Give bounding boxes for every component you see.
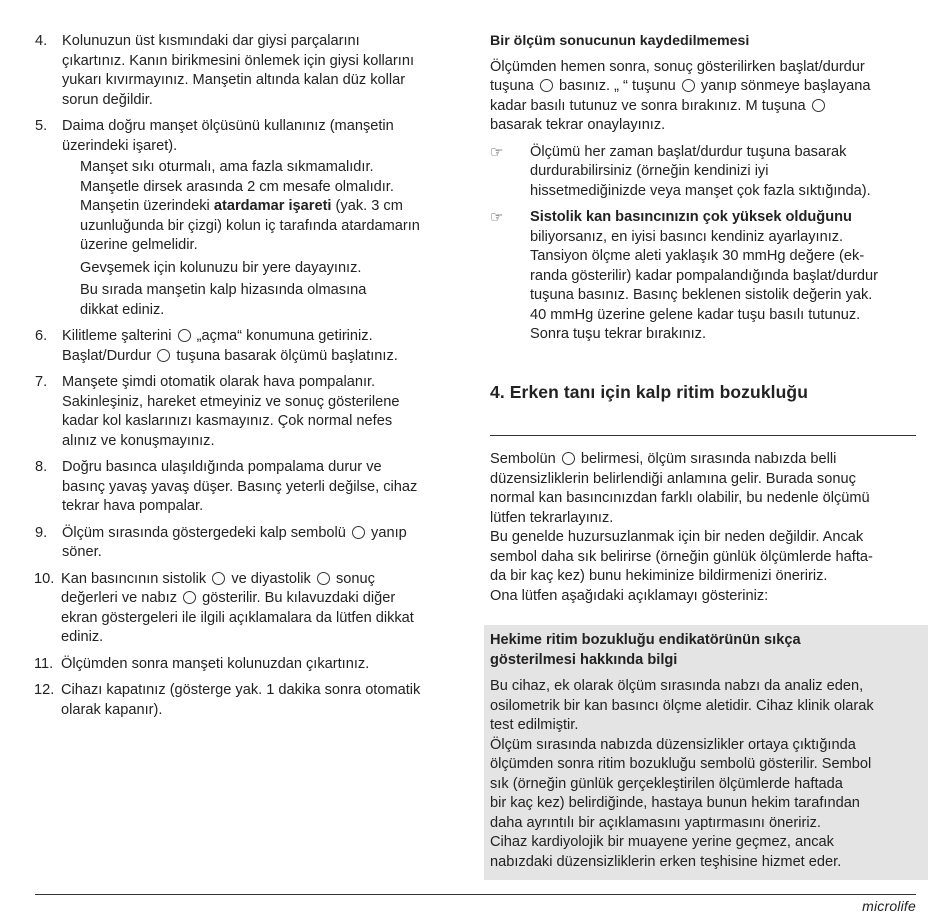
text-line: Manşetin üzerindeki atardamar işareti (yak. 3 cm <box>80 198 403 214</box>
text-line: kadar kol kaslarınızı kasmayınız. Çok normal nefes <box>62 413 393 429</box>
text-line: uzunluğunda bir çizgi) kolun iç tarafında atardamarın <box>80 217 420 234</box>
text-line: üzerine gelmelidir. <box>80 237 198 253</box>
text-line: üzerindeki işaret). <box>62 137 178 154</box>
text-line: Manşet sıkı oturmalı, ama fazla sıkmamalıdır. <box>80 159 374 175</box>
list-item-9 <box>35 524 467 563</box>
item-number: 12. <box>34 682 55 698</box>
text-line: Bu cihaz, ek olarak ölçüm sırasında nabzı da analiz eden, <box>490 678 864 694</box>
text-line: tuşuna basınız. „ “ tuşunu yanıp sönmeye başlayana <box>490 78 871 94</box>
text-line: randa gösterilir) kadar pompalandığında başlat/durdur <box>530 267 879 284</box>
text-line: söner. <box>62 544 102 560</box>
text-line: Sakinleşiniz, hareket etmeyiniz ve sonuç gösterilene <box>62 393 400 410</box>
text-line: Gevşemek için kolunuzu bir yere dayayınız. <box>80 259 362 276</box>
text-line: Daima doğru manşet ölçüsünü kullanınız (manşetin <box>62 118 394 134</box>
pointing-hand-icon: ☞ <box>490 143 504 161</box>
section-divider <box>490 435 916 436</box>
text-line: tekrar hava pompalar. <box>62 498 204 514</box>
list-item-7 <box>35 373 467 451</box>
text-line: Kilitleme şalterini „açma“ konumuna getiriniz. <box>62 328 373 344</box>
item-number: 5. <box>35 118 48 134</box>
note <box>490 143 916 202</box>
circle-symbol-icon <box>178 329 191 342</box>
text-line: Ölçüm sırasında göstergedeki kalp sembolü yanıp <box>62 524 407 541</box>
text-line: Sonra tuşu tekrar bırakınız. <box>530 326 707 342</box>
note <box>490 208 916 345</box>
item-text <box>62 327 467 366</box>
circle-symbol-icon <box>682 79 695 92</box>
text-line: durdurabilirsiniz (örneğin kendinizi iyi <box>530 163 769 179</box>
item-number: 11. <box>34 655 54 672</box>
text-line: sorun değildir. <box>62 91 153 108</box>
item-number: 7. <box>35 374 48 390</box>
item-text <box>62 458 467 517</box>
text-line: da bir kaç kez) bunu hekiminize bildirmenizi öneririz. <box>490 568 828 584</box>
circle-symbol-icon <box>317 572 330 585</box>
text-line: Tansiyon ölçme aleti yaklaşık 30 mmHg değere (ek- <box>530 248 865 264</box>
list-item-4 <box>35 32 467 110</box>
item-text <box>62 373 467 451</box>
item-number: 4. <box>35 33 48 49</box>
text-line: Kan basıncının sistolik ve diyastolik sonuç <box>61 570 375 587</box>
text-line: ölçümden sonra ritim bozukluğu sembolü gösterilir. Sembol <box>490 756 872 772</box>
text-line: basınç yavaş yavaş düşer. Basınç yeterli değilse, cihaz <box>62 478 418 495</box>
text-line: Sembolün belirmesi, ölçüm sırasında nabızda belli <box>490 451 837 467</box>
text-line: lütfen tekrarlayınız. <box>490 509 614 526</box>
text-line: Manşete şimdi otomatik olarak hava pompalanır. <box>62 374 376 390</box>
text-line: normal kan basıncınızdan farklı olabilir, bu nedenle ölçümü <box>490 490 870 506</box>
circle-symbol-icon <box>812 99 825 112</box>
paragraph <box>490 450 916 606</box>
text-line: nabızdaki düzensizliklerin erken teşhisine hizmet eder. <box>490 853 842 870</box>
item-text <box>62 524 467 563</box>
list-item-5 <box>35 117 467 156</box>
item-number: 6. <box>35 328 48 344</box>
list-item-10 <box>35 570 467 648</box>
text-line: Doğru basınca ulaşıldığında pompalama durur ve <box>62 459 382 475</box>
footer-divider <box>35 894 916 895</box>
text-line: ekran göstergeleri ile ilgili açıklamalara da lütfen dikkat <box>61 609 414 626</box>
text-line: bir kaç kez) belirdiğinde, hastaya bunun hekim tarafından <box>490 795 860 811</box>
item-text <box>61 655 467 675</box>
text-line: 40 mmHg üzerine gelene kadar tuşu basılı tutunuz. <box>530 306 861 323</box>
text-line: osilometrik bir kan basıncı ölçme aletidir. Cihaz klinik olarak <box>490 697 874 714</box>
item-text <box>61 681 467 720</box>
box-title: Hekime ritim bozukluğu endikatörünün sıkça gösterilmesi hakkında bilgi <box>490 632 801 668</box>
cuff-instructions <box>35 158 467 320</box>
text-line: Bu genelde huzursuzlanmak için bir neden değildir. Ancak <box>490 529 864 545</box>
text-line: test edilmiştir. <box>490 717 579 733</box>
text-line: Kolunuzun üst kısmındaki dar giysi parçalarını <box>62 33 360 49</box>
item-text <box>61 570 467 648</box>
text-line: düzensizliklerin belirlendiği anlamına gelir. Burada sonuç <box>490 470 856 487</box>
section-heading: Bir ölçüm sonucunun kaydedilmemesi <box>490 33 750 49</box>
paragraph <box>490 58 916 136</box>
text-line: olarak kapanır). <box>61 701 163 718</box>
item-number: 8. <box>35 459 48 475</box>
circle-symbol-icon <box>212 572 225 585</box>
text-line: Ölçümden sonra manşeti kolunuzdan çıkartınız. <box>61 655 370 672</box>
item-text <box>62 32 467 110</box>
text-line: çıkartınız. Kanın birikmesini önlemek için giysi kollarını <box>62 52 415 69</box>
list-item-6 <box>35 327 467 366</box>
text-line: Bu sırada manşetin kalp hizasında olmasına <box>80 282 367 298</box>
text-line: Cihaz kardiyolojik bir muayene yerine geçmez, ancak <box>490 834 834 850</box>
text-line: değerleri ve nabız gösterilir. Bu kılavuzdaki diğer <box>61 590 396 606</box>
text-line: Ölçümü her zaman başlat/durdur tuşuna basarak <box>530 143 847 160</box>
text-line: tuşuna basınız. Basınç beklenen sistolik değerin yak. <box>530 287 873 303</box>
text-line: Ölçüm sırasında nabızda düzensizlikler ortaya çıktığında <box>490 736 856 753</box>
artery-mark-label: atardamar işareti <box>213 198 332 214</box>
physician-info-box <box>484 625 928 880</box>
text-line: sık (örneğin günlük gerçekleştirilen ölçümlerde haftada <box>490 775 843 792</box>
text-line: Sistolik kan basıncınızın çok yüksek olduğunu <box>530 209 852 225</box>
circle-symbol-icon <box>183 591 196 604</box>
text-line: Ölçümden hemen sonra, sonuç gösterilirken başlat/durdur <box>490 58 865 75</box>
section-title: 4. Erken tanı için kalp ritim bozukluğu <box>490 381 808 402</box>
sub-list <box>62 158 467 320</box>
pointing-hand-icon: ☞ <box>490 209 504 226</box>
text-line: Cihazı kapatınız (gösterge yak. 1 dakika sonra otomatik <box>61 682 421 698</box>
text-line: kadar basılı tutunuz ve sonra bırakınız. M tuşuna <box>490 97 916 117</box>
item-text <box>62 117 467 156</box>
list-item-8 <box>35 458 467 517</box>
brand-logo: microlife <box>862 898 916 914</box>
text-line: daha ayrıntılı bir açıklamasını yaptırmasını öneririz. <box>490 814 821 831</box>
text-line: Manşetle dirsek arasında 2 cm mesafe olmalıdır. <box>80 178 394 195</box>
text-line: yukarı kıvırmayınız. Manşetin altında kalan düz kollar <box>62 72 406 88</box>
right-column <box>490 32 916 880</box>
text-line: sembol daha sık belirirse (örneğin günlük ölçümlerde hafta- <box>490 548 873 565</box>
text-line: Başlat/Durdur tuşuna basarak ölçümü başlatınız. <box>62 347 398 364</box>
circle-symbol-icon <box>540 79 553 92</box>
left-column <box>35 32 467 727</box>
text-line: alınız ve konuşmayınız. <box>62 432 215 449</box>
item-number: 9. <box>35 524 48 541</box>
text-line: biliyorsanız, en iyisi basıncı kendiniz ayarlayınız. <box>530 228 844 245</box>
text-line: hissetmediğinizde veya manşet çok fazla sıktığında). <box>530 182 871 199</box>
item-number: 10. <box>34 570 55 587</box>
circle-symbol-icon <box>562 452 575 465</box>
circle-symbol-icon <box>157 349 170 362</box>
text-line: basarak tekrar onaylayınız. <box>490 117 666 133</box>
heart-symbol-icon <box>352 526 365 539</box>
list-item-12 <box>35 681 467 720</box>
text-line: Ona lütfen aşağıdaki açıklamayı gösteriniz: <box>490 587 769 604</box>
text-line: dikkat ediniz. <box>80 301 165 318</box>
list-item-11 <box>35 655 467 675</box>
text-line: ediniz. <box>61 629 104 645</box>
